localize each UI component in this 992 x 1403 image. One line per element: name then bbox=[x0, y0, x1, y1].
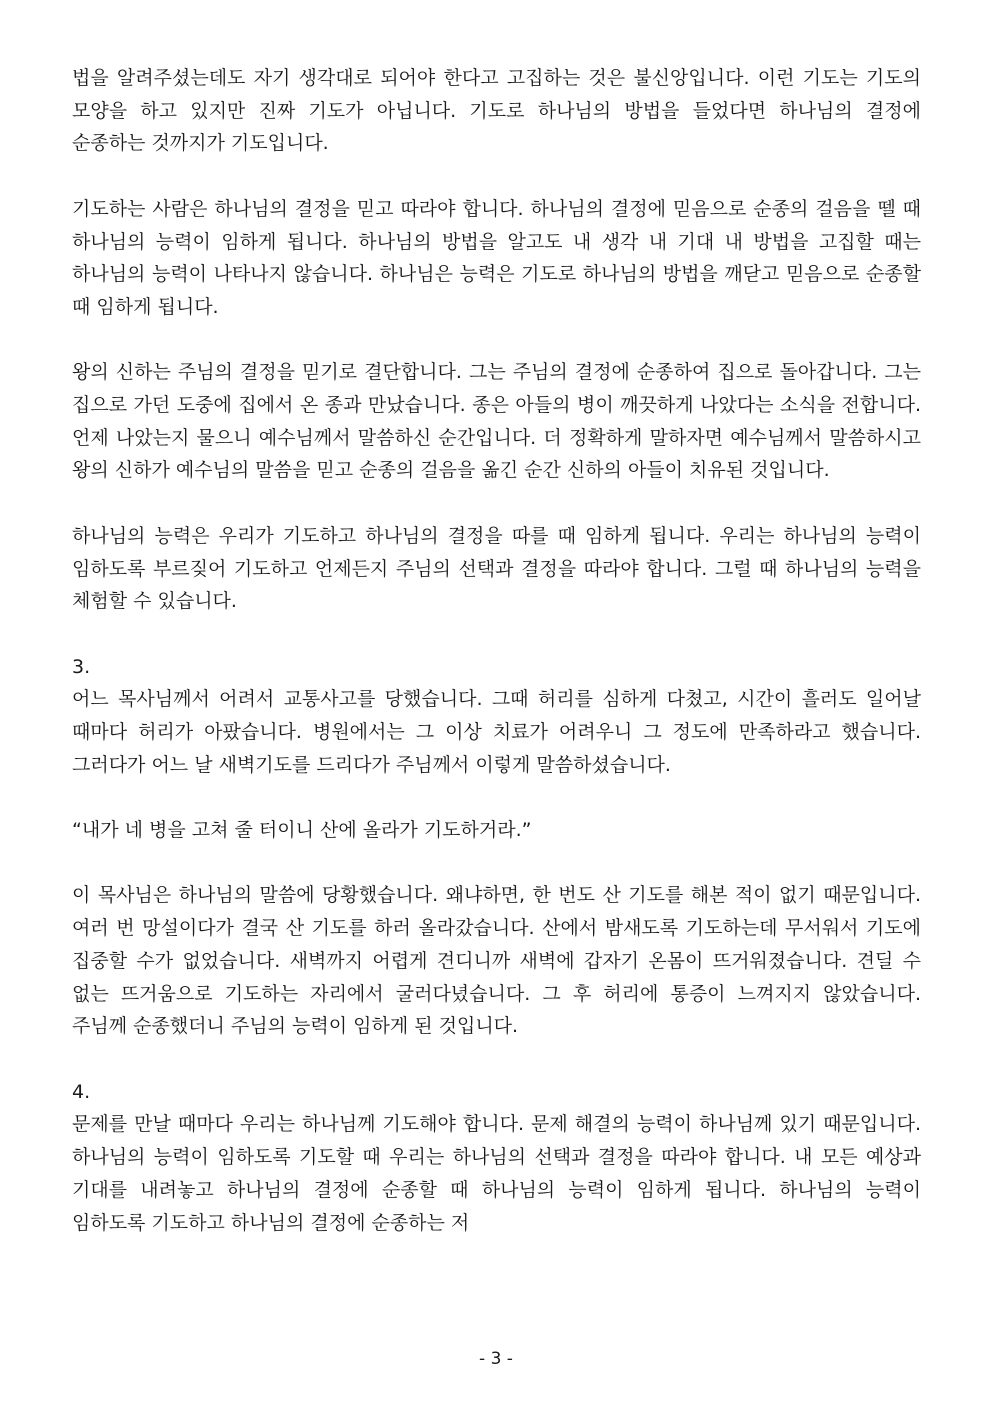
section-4-number: 4. bbox=[72, 1080, 91, 1103]
paragraph-4: 하나님의 능력은 우리가 기도하고 하나님의 결정을 따를 때 임하게 됩니다. 우리는 하나님의 능력이 임하도록 부르짖어 기도하고 언제든지 주님의 선택과 결정을 따라야 합니다. 그럴 때 하나님의 능력을 체험할 수 있습니다. bbox=[72, 524, 921, 613]
section-3-paragraph-1: 어느 목사님께서 어려서 교통사고를 당했습니다. 그때 허리를 심하게 다쳤고, 시간이 흘러도 일어날 때마다 허리가 아팠습니다. 병원에서는 그 이상 치료가 어려우니 그 정도에 만족하라고 했습니다. 그러다가 어느 날 새벽기도를 드리다가 주님께서 이렇게 말씀하셨습니다. bbox=[72, 688, 921, 776]
section-4-paragraph: 문제를 만날 때마다 우리는 하나님께 기도해야 합니다. 문제 해결의 능력이 하나님께 있기 때문입니다. 하나님의 능력이 임하도록 기도할 때 우리는 하나님의 선택과 결정을 따라야 합니다. 내 모든 예상과 기대를 내려놓고 하나님의 결정에 순종할 때 하나님의 능력이 임하게 됩니다. 하나님의 능력이 임하도록 기도하고 하나님의 결정에 순종하는 저 bbox=[72, 1113, 921, 1234]
paragraph-1: 법을 알려주셨는데도 자기 생각대로 되어야 한다고 고집하는 것은 불신앙입니다. 이런 기도는 기도의 모양을 하고 있지만 진짜 기도가 아닙니다. 기도로 하나님의 방법을 들었다면 하나님의 결정에 순종하는 것까지가 기도입니다. bbox=[72, 67, 921, 155]
paragraph-3: 왕의 신하는 주님의 결정을 믿기로 결단합니다. 그는 주님의 결정에 순종하여 집으로 돌아갑니다. 그는 집으로 가던 도중에 집에서 온 종과 만났습니다. 종은 아들의 병이 깨끗하게 나았다는 소식을 전합니다. 언제 나았는지 물으니 예수님께서 말씀하신 순간입니다. 더 정확하게 말하자면 예수님께서 말씀하시고 왕의 신하가 예수님의 말씀을 믿고 순종의 걸음을 옮긴 순간 신하의 아들이 치유된 것입니다. bbox=[72, 361, 921, 482]
page-number: - 3 - bbox=[479, 1349, 513, 1369]
section-3-paragraph-2: 이 목사님은 하나님의 말씀에 당황했습니다. 왜냐하면, 한 번도 산 기도를 해본 적이 없기 때문입니다. 여러 번 망설이다가 결국 산 기도를 하러 올라갔습니다. 산에서 밤새도록 기도하는데 무서워서 기도에 집중할 수가 없었습니다. 새벽까지 어렵게 견디니까 새벽에 갑자기 온몸이 뜨거워졌습니다. 견딜 수 없는 뜨거움으로 기도하는 자리에서 굴러다녔습니다. 그 후 허리에 통증이 느껴지지 않았습니다. 주님께 순종했더니 주님의 능력이 임하게 된 것입니다. bbox=[72, 884, 921, 1038]
document-body bbox=[72, 62, 921, 1272]
paragraph-2: 기도하는 사람은 하나님의 결정을 믿고 따라야 합니다. 하나님의 결정에 믿음으로 순종의 걸음을 뗄 때 하나님의 능력이 임하게 됩니다. 하나님의 방법을 알고도 내 생각 내 기대 내 방법을 고집할 때는 하나님의 능력이 나타나지 않습니다. 하나님은 능력은 기도로 하나님의 방법을 깨닫고 믿음으로 순종할 때 임하게 됩니다. bbox=[72, 197, 921, 318]
section-3-number: 3. bbox=[72, 655, 91, 678]
section-3-quote: “내가 네 병을 고쳐 줄 터이니 산에 올라가 기도하거라.” bbox=[72, 819, 532, 842]
